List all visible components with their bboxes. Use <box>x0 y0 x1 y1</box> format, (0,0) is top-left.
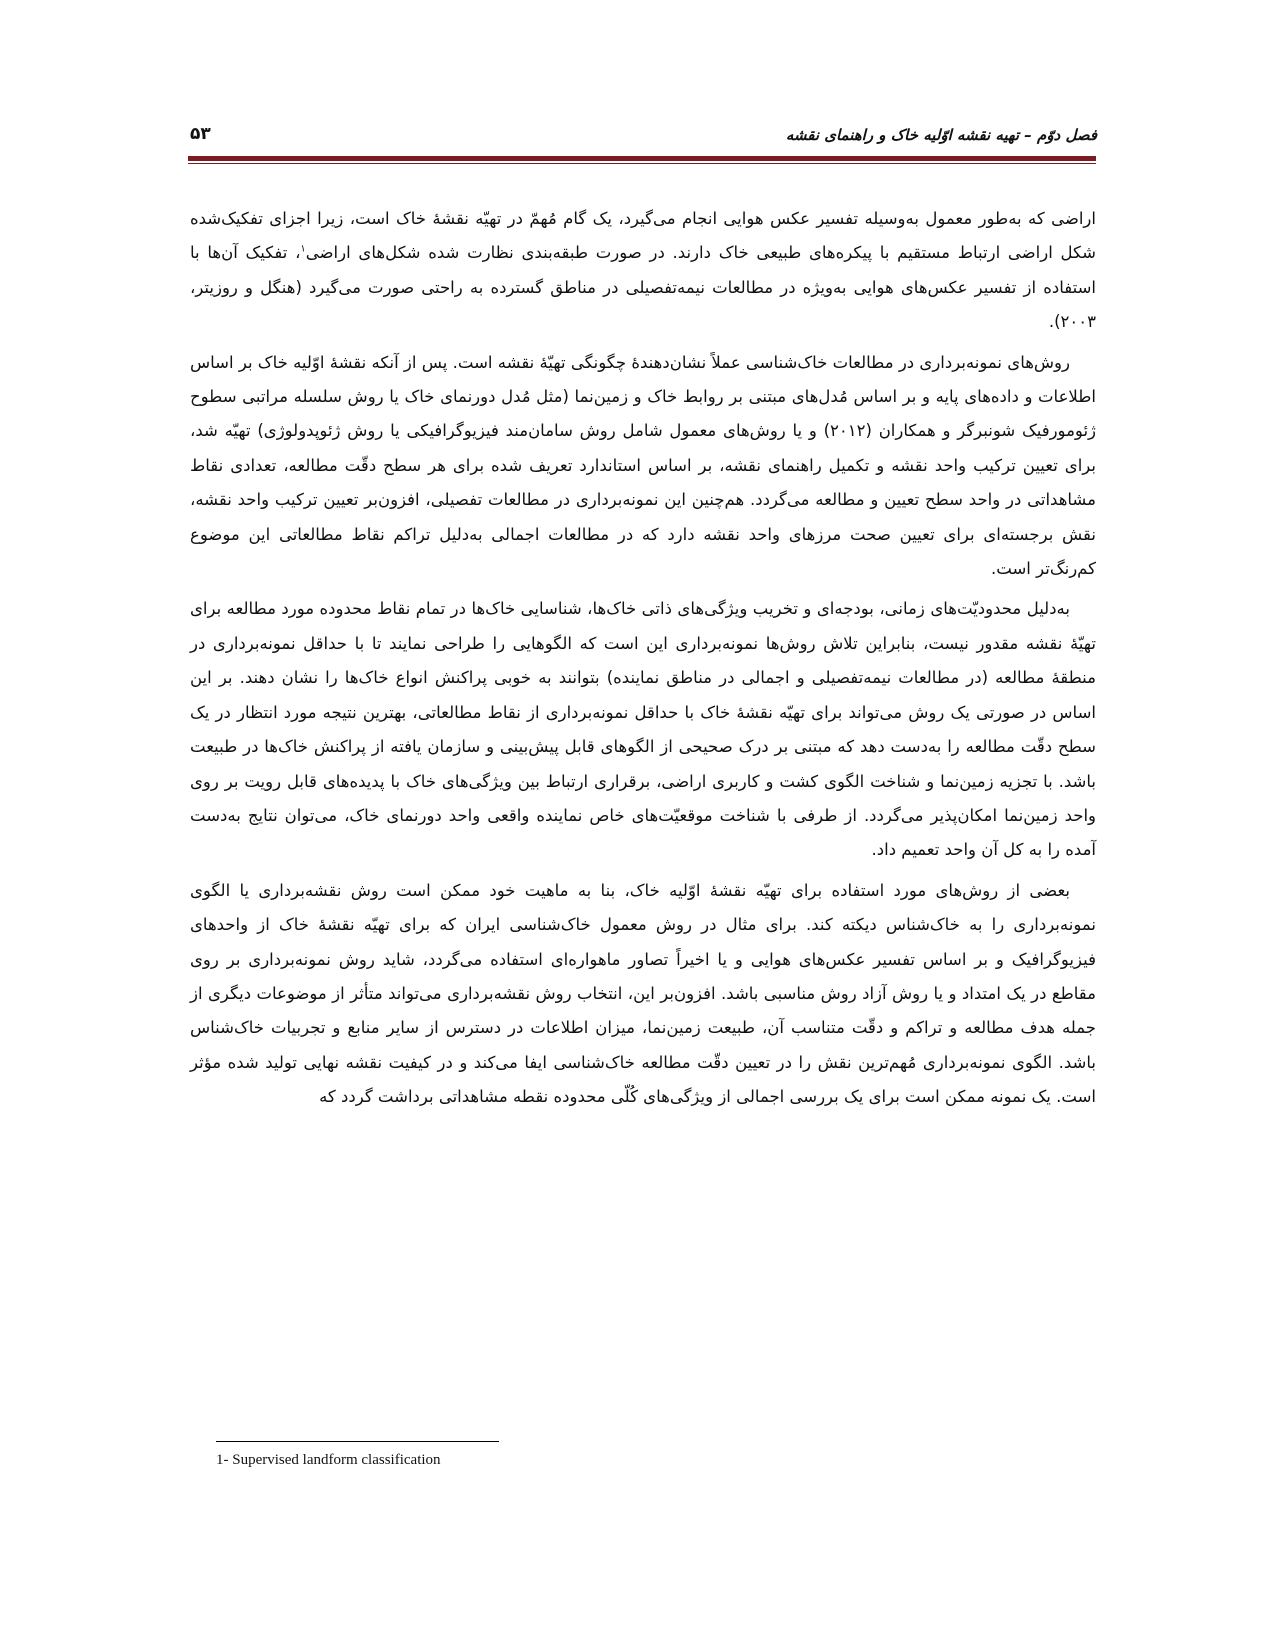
paragraph-1-part-a: اراضی که به‌طور معمول به‌وسیله تفسیر عکس هوایی انجام می‌گیرد، یک گام مُهمّ در تهیّه نقشهٔ خاک است، زیرا اجزای تفکیک‌شده شکل اراضی ارتباط مستقیم با پیکره‌های طبیعی خاک دارند. در صورت طبقه‌بندی نظارت شده شکل‌های اراضی <box>190 209 1096 263</box>
footnote: 1- Supervised landform classification <box>216 1452 441 1468</box>
footnote-rule <box>216 1441 499 1442</box>
header-rule-thin <box>188 163 1096 164</box>
paragraph-1-part-b: ، تفکیک آن‌ها با استفاده از تفسیر عکس‌های هوایی به‌ویژه در مطالعات نیمه‌تفصیلی در مناطق گسترده به راحتی صورت می‌گیرد (هنگل و روزیتر، ۲۰۰۳). <box>190 243 1096 332</box>
paragraph-1 <box>190 202 1096 340</box>
paragraph-4: بعضی از روش‌های مورد استفاده برای تهیّه نقشهٔ اوّلیه خاک، بنا به ماهیت خود ممکن است روش نقشه‌برداری یا الگوی نمونه‌برداری را به خاک‌شناس دیکته کند. برای مثال در روش معمول خاک‌شناسی ایران که برای تهیّه نقشهٔ خاک از واحدهای فیزیوگرافیک و بر اساس تفسیر عکس‌های هوایی و یا اخیراً تصاور ماهواره‌ای استفاده می‌گردد، شاید روش نمونه‌برداری بر روی مقاطع در یک امتداد و یا روش آزاد روش مناسبی باشد. افزون‌بر این، انتخاب روش نقشه‌برداری می‌تواند متأثر از موضوعات دیگری از جمله هدف مطالعه و تراکم و دقّت متناسب آن، طبیعت زمین‌نما، میزان اطلاعات در دسترس از سایر منابع و تجربیات خاک‌شناس باشد. الگوی نمونه‌برداری مُهم‌ترین نقش را در تعیین دقّت مطالعه خاک‌شناسی ایفا می‌کند و در کیفیت نقشه نهایی تولید شده مؤثر است. یک نمونه ممکن است برای یک بررسی اجمالی از ویژگی‌های کُلّی محدوده نقطه مشاهداتی برداشت گردد که <box>190 880 1096 1107</box>
paragraph-2: روش‌های نمونه‌برداری در مطالعات خاک‌شناسی عملاً نشان‌دهندهٔ چگونگی تهیّهٔ نقشه است. پس از آنکه نقشهٔ اوّلیه خاک بر اساس اطلاعات و داده‌های پایه و بر اساس مُدل‌های مبتنی بر روابط خاک و زمین‌نما (مثل مُدل دورنمای خاک یا روش سلسله مراتبی سطوح ژئومورفیک شونبرگر و همکاران (۲۰۱۲) و یا روش‌های معمول شامل روش سامان‌مند فیزیوگرافیکی یا روش ژئوپدولوژی) تهیّه شد، برای تعیین ترکیب واحد نقشه و تکمیل راهنمای نقشه، بر اساس استاندارد تعریف شده برای هر سطح دقّت مطالعه، تعدادی نقاط مشاهداتی در واحد سطح تعیین و مطالعه می‌گردد. هم‌چنین این نمونه‌برداری در مطالعات تفصیلی، افزون‌بر تعیین ترکیب واحد نقشه، نقش برجسته‌ای برای تعیین صحت مرزهای واحد نقشه دارد که در مطالعات اجمالی به‌دلیل تراکم نقاط مطالعاتی این موضوع کم‌رنگ‌تر است. <box>190 352 1096 579</box>
chapter-title: فصل دوّم – تهیه نقشه اوّلیه خاک و راهنمای نقشه <box>785 126 1097 144</box>
page-number: ۵۳ <box>190 124 211 144</box>
body-text <box>190 202 1096 1121</box>
header-rule-thick <box>188 156 1096 161</box>
footnote-reference: ۱ <box>300 243 306 255</box>
paragraph-3: به‌دلیل محدودیّت‌های زمانی، بودجه‌ای و تخریب ویژگی‌های ذاتی خاک‌ها، شناسایی خاک‌ها در تمام نقاط محدوده مورد مطالعه برای تهیّهٔ نقشه مقدور نیست، بنابراین تلاش روش‌ها نمونه‌برداری این است که الگوهایی را طراحی نمایند تا با حداقل نمونه‌برداری در منطقهٔ مطالعه (در مطالعات نیمه‌تفصیلی و اجمالی در مناطق نماینده) بتوانند به خوبی پراکنش انواع خاک‌ها را نشان دهند. بر این اساس در صورتی یک روش می‌تواند برای تهیّه نقشهٔ خاک با حداقل نمونه‌برداری از نقاط مطالعاتی، بهترین نتیجه مورد انتظار در یک سطح دقّت مطالعه را به‌دست دهد که مبتنی بر درک صحیحی از الگوهای قابل پیش‌بینی و سازمان یافته از پراکنش خاک‌ها در طبیعت باشد. با تجزیه زمین‌نما و شناخت الگوی کشت و کاربری اراضی، برقراری ارتباط بین ویژگی‌های خاک با پدیده‌های قابل رویت بر روی واحد زمین‌نما امکان‌پذیر می‌گردد. از طرفی با شناخت موقعیّت‌های خاص نماینده واقعی واحد دورنمای خاک، می‌توان نتایج به‌دست آمده را به کل آن واحد تعمیم داد. <box>190 599 1096 860</box>
